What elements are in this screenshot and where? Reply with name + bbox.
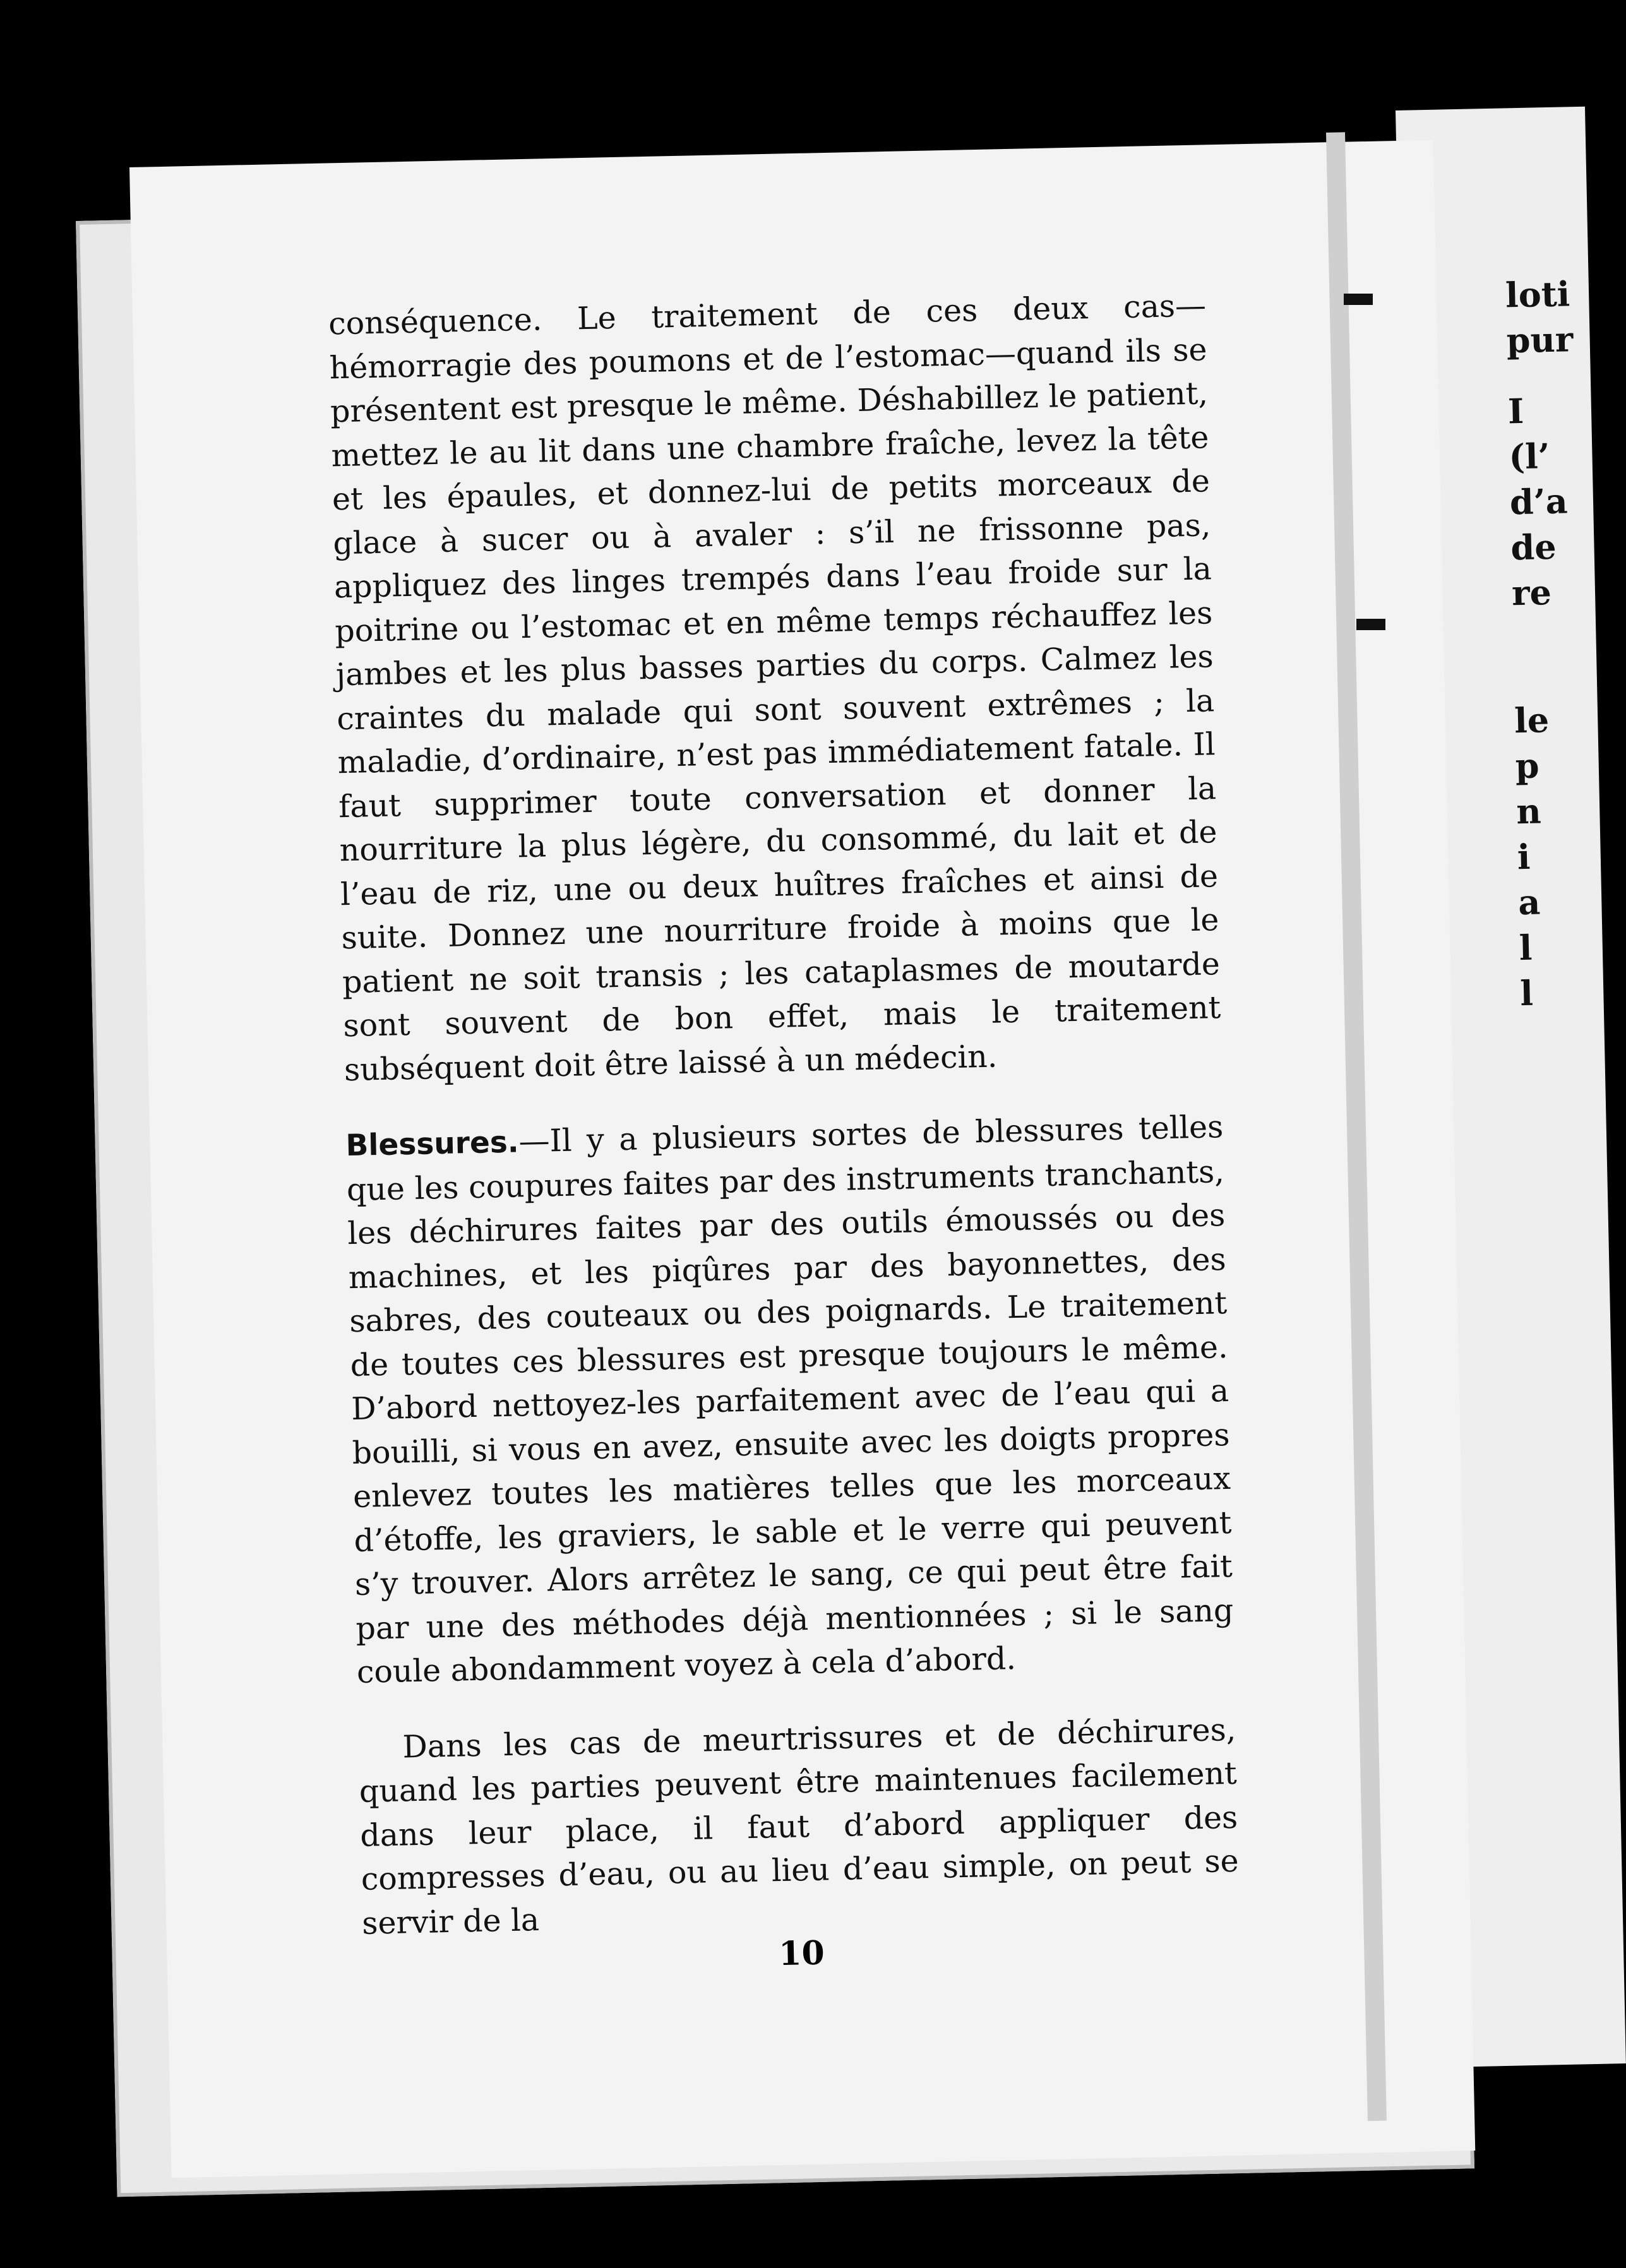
facing-fragment: d’a	[1509, 480, 1569, 523]
facing-fragment: de	[1510, 526, 1557, 568]
facing-fragment: l	[1519, 927, 1533, 969]
paragraph-wounds	[345, 1105, 1235, 1694]
book-page	[129, 140, 1475, 2178]
facing-fragment: p	[1515, 745, 1540, 787]
page-number: 10	[778, 1933, 825, 1974]
page-text	[328, 284, 1240, 1945]
facing-page-text	[1505, 271, 1587, 1016]
facing-fragment: n	[1515, 791, 1542, 832]
facing-fragment: i	[1517, 836, 1531, 878]
facing-fragment: (l’	[1508, 436, 1551, 477]
facing-fragment: re	[1511, 572, 1552, 614]
paragraph-bruises: Dans les cas de meurtrissures et de déchirures, quand les parties peuvent être maintenues facilement dans leur place, il faut d’abord appliquer des compresses d’eau, ou au lieu d’eau simple, on peut se servir de la	[359, 1711, 1240, 1942]
facing-fragment: I	[1507, 390, 1524, 432]
binding-mark	[1356, 619, 1385, 630]
paragraph-wounds-body: —Il y a plusieurs sortes de blessures telles que les coupures faites par des instruments tranchants, les déchirures faites par des outils émoussés ou des machines, et les piqûres par des bayonnettes, des sabres, des couteaux ou des poignards. Le traitement de toutes ces blessures est presque toujours le même. D’abord nettoyez-les parfaitement avec de l’eau qui a bouilli, si vous en avez, ensuite avec les doigts propres enlevez toutes les matières telles que les morceaux d’étoffe, les graviers, le sable et le verre qui peuvent s’y trouver. Alors arrêtez le sang, ce qui peut être fait par une des méthodes déjà mentionnées ; si le sang coule abondamment voyez à cela d’abord.	[346, 1109, 1234, 1690]
facing-fragment: l	[1519, 972, 1534, 1014]
facing-fragment: loti	[1505, 273, 1570, 316]
binding-mark	[1344, 294, 1373, 305]
paragraph-hemorrhage: conséquence. Le traitement de ces deux cas—hémorragie des poumons et de l’estomac—quand ils se présentent est presque le même. Déshabillez le patient, mettez le au lit dans une chambre fraîche, levez la tête et les épaules, et donnez-lui de petits morceaux de glace à sucer ou à avaler : s’il ne frissonne pas, appliquez des linges trempés dans l’eau froide sur la poitrine ou l’estomac et en même temps réchauffez les jambes et les plus basses parties du corps. Calmez les craintes du malade qui sont souvent extrêmes ; la maladie, d’ordinaire, n’est pas immédiatement fatale. Il faut supprimer toute conversation et donner la nourriture la plus légère, du consommé, du lait et de l’eau de riz, une ou deux huîtres fraîches et ainsi de suite. Donnez une nourriture froide à moins que le patient ne soit transis ; les cataplasmes de moutarde sont souvent de bon effet, mais le traitement subséquent doit être laissé à un médecin.	[328, 287, 1221, 1088]
section-heading: Blessures.	[345, 1125, 520, 1164]
facing-fragment: a	[1517, 881, 1541, 923]
facing-fragment: pur	[1505, 319, 1574, 361]
facing-fragment: le	[1514, 700, 1550, 741]
